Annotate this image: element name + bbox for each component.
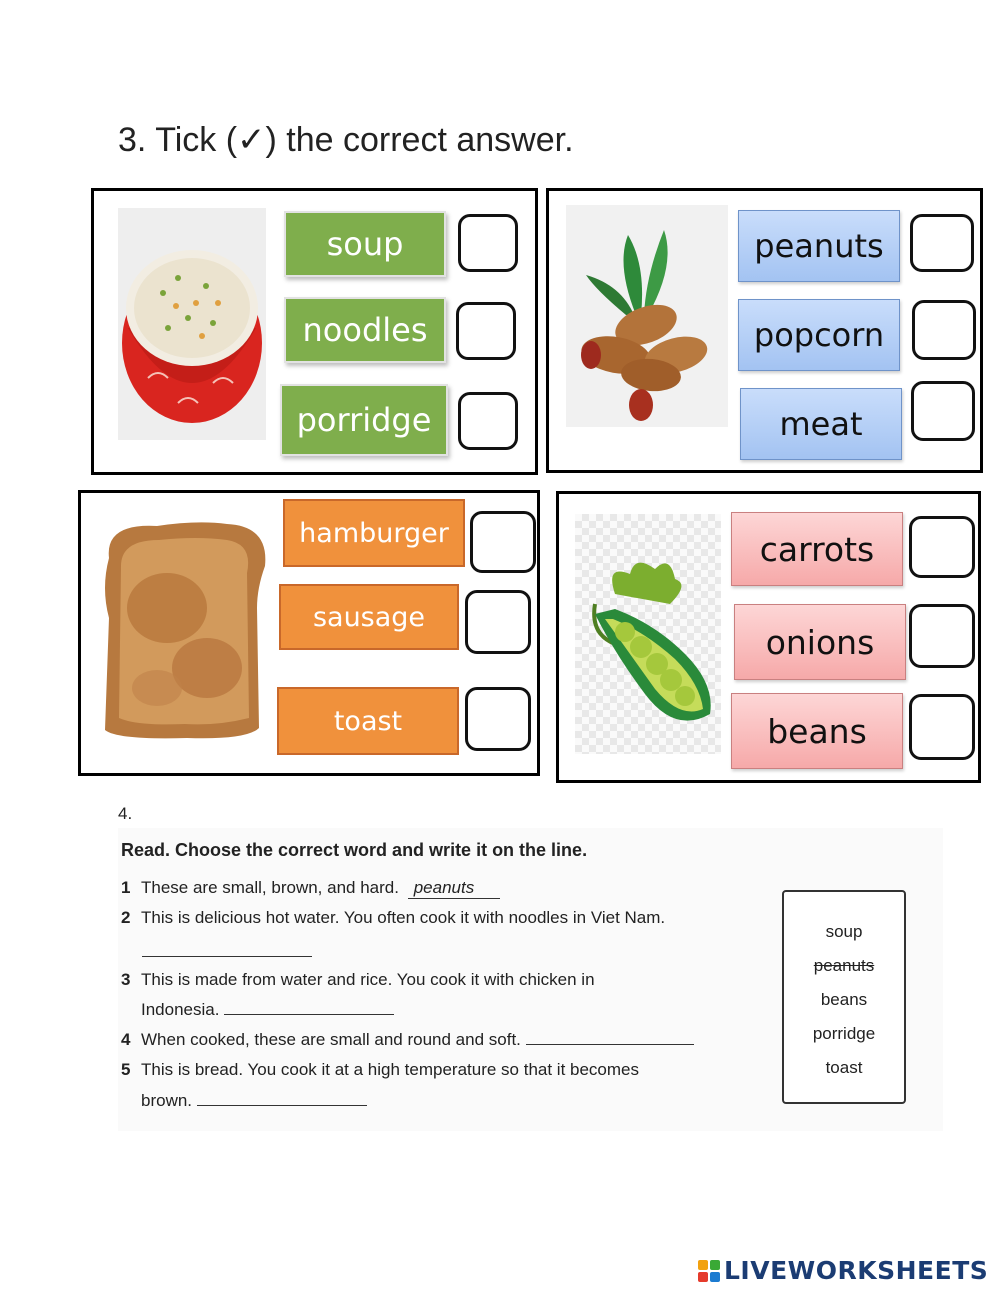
option-carrots[interactable]: carrots <box>731 512 903 586</box>
tick-box-carrots[interactable] <box>909 516 975 578</box>
exercise-item-1 <box>121 878 500 899</box>
logo-grid-icon <box>698 1260 720 1282</box>
tick-box-soup[interactable] <box>458 214 518 272</box>
item-2-answer-line[interactable] <box>142 942 312 957</box>
panel-porridge <box>91 188 538 475</box>
option-meat[interactable]: meat <box>740 388 902 460</box>
item-1-answer: peanuts <box>408 878 500 899</box>
item-4-number: 4 <box>121 1030 131 1049</box>
item-3-text-cont: Indonesia. <box>141 1000 220 1019</box>
option-peanuts[interactable]: peanuts <box>738 210 900 282</box>
exercise-heading: Read. Choose the correct word and write it on the line. <box>121 840 588 860</box>
item-2-number: 2 <box>121 908 131 927</box>
item-4-text: When cooked, these are small and round and soft. <box>141 1030 521 1049</box>
option-beans[interactable]: beans <box>731 693 903 769</box>
option-toast[interactable]: toast <box>277 687 459 755</box>
item-5-text-cont: brown. <box>141 1091 193 1110</box>
brand-name: LIVEWORKSHEETS <box>724 1256 989 1285</box>
bean-pod-image <box>575 514 721 754</box>
peanuts-image <box>566 205 728 427</box>
porridge-bowl-image <box>118 208 266 440</box>
panel-beans <box>556 491 981 783</box>
tick-box-meat[interactable] <box>911 381 975 441</box>
question-4-exercise <box>118 828 943 1131</box>
word-peanuts: peanuts <box>813 956 875 975</box>
exercise-item-2 <box>121 908 665 928</box>
option-popcorn[interactable]: popcorn <box>738 299 900 371</box>
tick-box-sausage[interactable] <box>465 590 531 654</box>
toast-image <box>97 518 273 746</box>
question-4-number: 4. <box>118 804 133 823</box>
item-3-number: 3 <box>121 970 131 989</box>
option-hamburger[interactable]: hamburger <box>283 499 465 567</box>
exercise-item-4 <box>121 1030 694 1050</box>
tick-box-popcorn[interactable] <box>912 300 976 360</box>
exercise-item-3 <box>121 970 595 990</box>
exercise-item-5 <box>121 1060 639 1080</box>
panel-peanuts <box>546 188 983 473</box>
item-5-number: 5 <box>121 1060 131 1079</box>
item-2-text: This is delicious hot water. You often cook it with noodles in Viet Nam. <box>141 908 666 927</box>
item-1-text: These are small, brown, and hard. <box>141 878 399 897</box>
tick-box-peanuts[interactable] <box>910 214 974 272</box>
option-onions[interactable]: onions <box>734 604 906 680</box>
option-sausage[interactable]: sausage <box>279 584 459 650</box>
item-3-answer-line[interactable] <box>224 1000 394 1015</box>
tick-box-hamburger[interactable] <box>470 511 536 573</box>
exercise-item-5-cont <box>141 1091 367 1111</box>
option-soup[interactable]: soup <box>284 211 446 277</box>
item-5-answer-line[interactable] <box>197 1091 367 1106</box>
word-porridge: porridge <box>812 1024 876 1043</box>
exercise-item-3-cont <box>141 1000 394 1020</box>
question-3-title: 3. Tick (✓) the correct answer. <box>118 121 574 159</box>
tick-box-porridge[interactable] <box>458 392 518 450</box>
tick-box-onions[interactable] <box>909 604 975 668</box>
word-toast: toast <box>825 1058 863 1077</box>
option-noodles[interactable]: noodles <box>284 297 446 363</box>
tick-box-toast[interactable] <box>465 687 531 751</box>
tick-box-noodles[interactable] <box>456 302 516 360</box>
option-porridge[interactable]: porridge <box>280 384 448 456</box>
item-5-text: This is bread. You cook it at a high temperature so that it becomes <box>141 1060 640 1079</box>
item-3-text: This is made from water and rice. You cook it with chicken in <box>141 970 595 989</box>
word-beans: beans <box>820 990 868 1009</box>
liveworksheets-logo <box>698 1256 988 1285</box>
word-box <box>782 890 906 1104</box>
word-soup: soup <box>825 922 863 941</box>
item-4-answer-line[interactable] <box>526 1030 694 1045</box>
tick-box-beans[interactable] <box>909 694 975 760</box>
panel-toast <box>78 490 540 776</box>
item-1-number: 1 <box>121 878 131 897</box>
